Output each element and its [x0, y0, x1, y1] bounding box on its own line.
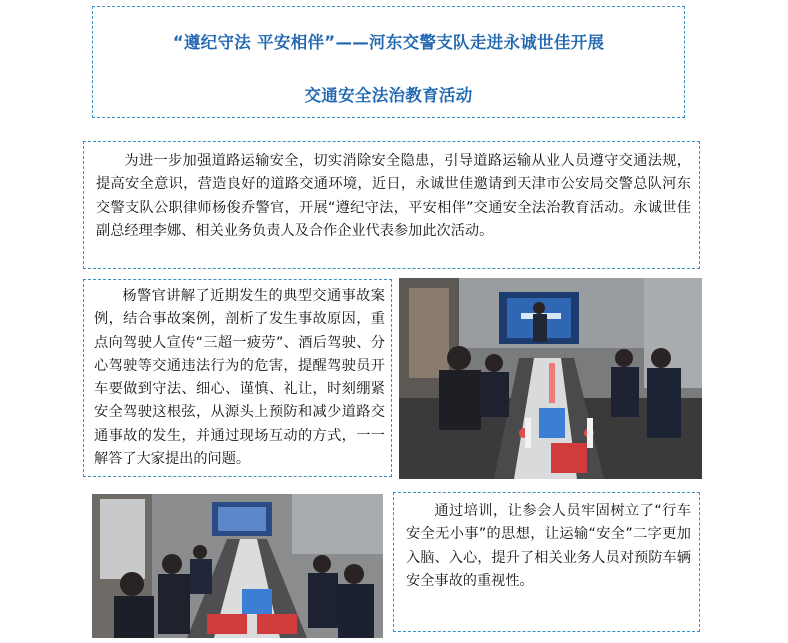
lecture-paragraph: 杨警官讲解了近期发生的典型交通事故案例，结合事故案例，剖析了发生事故原因，重点向驾驶人宣传“三超一疲劳”、酒后驾驶、分心驾驶等交通违法行为的危害，提醒驾驶员开车要做到守法、细心、谨慎、礼让，时刻绷紧安全驾驶这根弦，从源头上预防和减少道路交通事故的发生，并通过现场互动的方式，一一解答了大家提出的问题。 — [94, 288, 385, 468]
lecture-text-box — [83, 279, 392, 477]
article-title-line-2: 交通安全法治教育活动 — [304, 86, 473, 105]
intro-paragraph: 为进一步加强道路运输安全，切实消除安全隐患，引导道路运输从业人员遵守交通法规，提高安全意识，营造良好的道路交通环境，近日，永诚世佳邀请到天津市公安局交警总队河东交警支队公职律师杨俊乔警官，开展“遵纪守法，平安相伴”交通安全法治教育活动。永诚世佳副总经理李娜、相关业务负责人及合作企业代表参加此次活动。 — [96, 153, 691, 239]
meeting-photo-2 — [92, 494, 383, 638]
meeting-photo-2-illustration — [92, 494, 383, 638]
title-box — [92, 6, 685, 118]
article-title-line-1: “遵纪守法 平安相伴”——河东交警支队走进永诚世佳开展 — [172, 33, 605, 52]
result-text-box — [393, 492, 700, 632]
intro-text-box — [83, 141, 700, 269]
result-paragraph: 通过培训，让参会人员牢固树立了“行车安全无小事”的思想，让运输“安全”二字更加入脑、入心，提升了相关业务人员对预防车辆安全事故的重视性。 — [406, 503, 691, 589]
meeting-photo-1-illustration — [399, 278, 702, 479]
meeting-photo-1 — [399, 278, 702, 479]
